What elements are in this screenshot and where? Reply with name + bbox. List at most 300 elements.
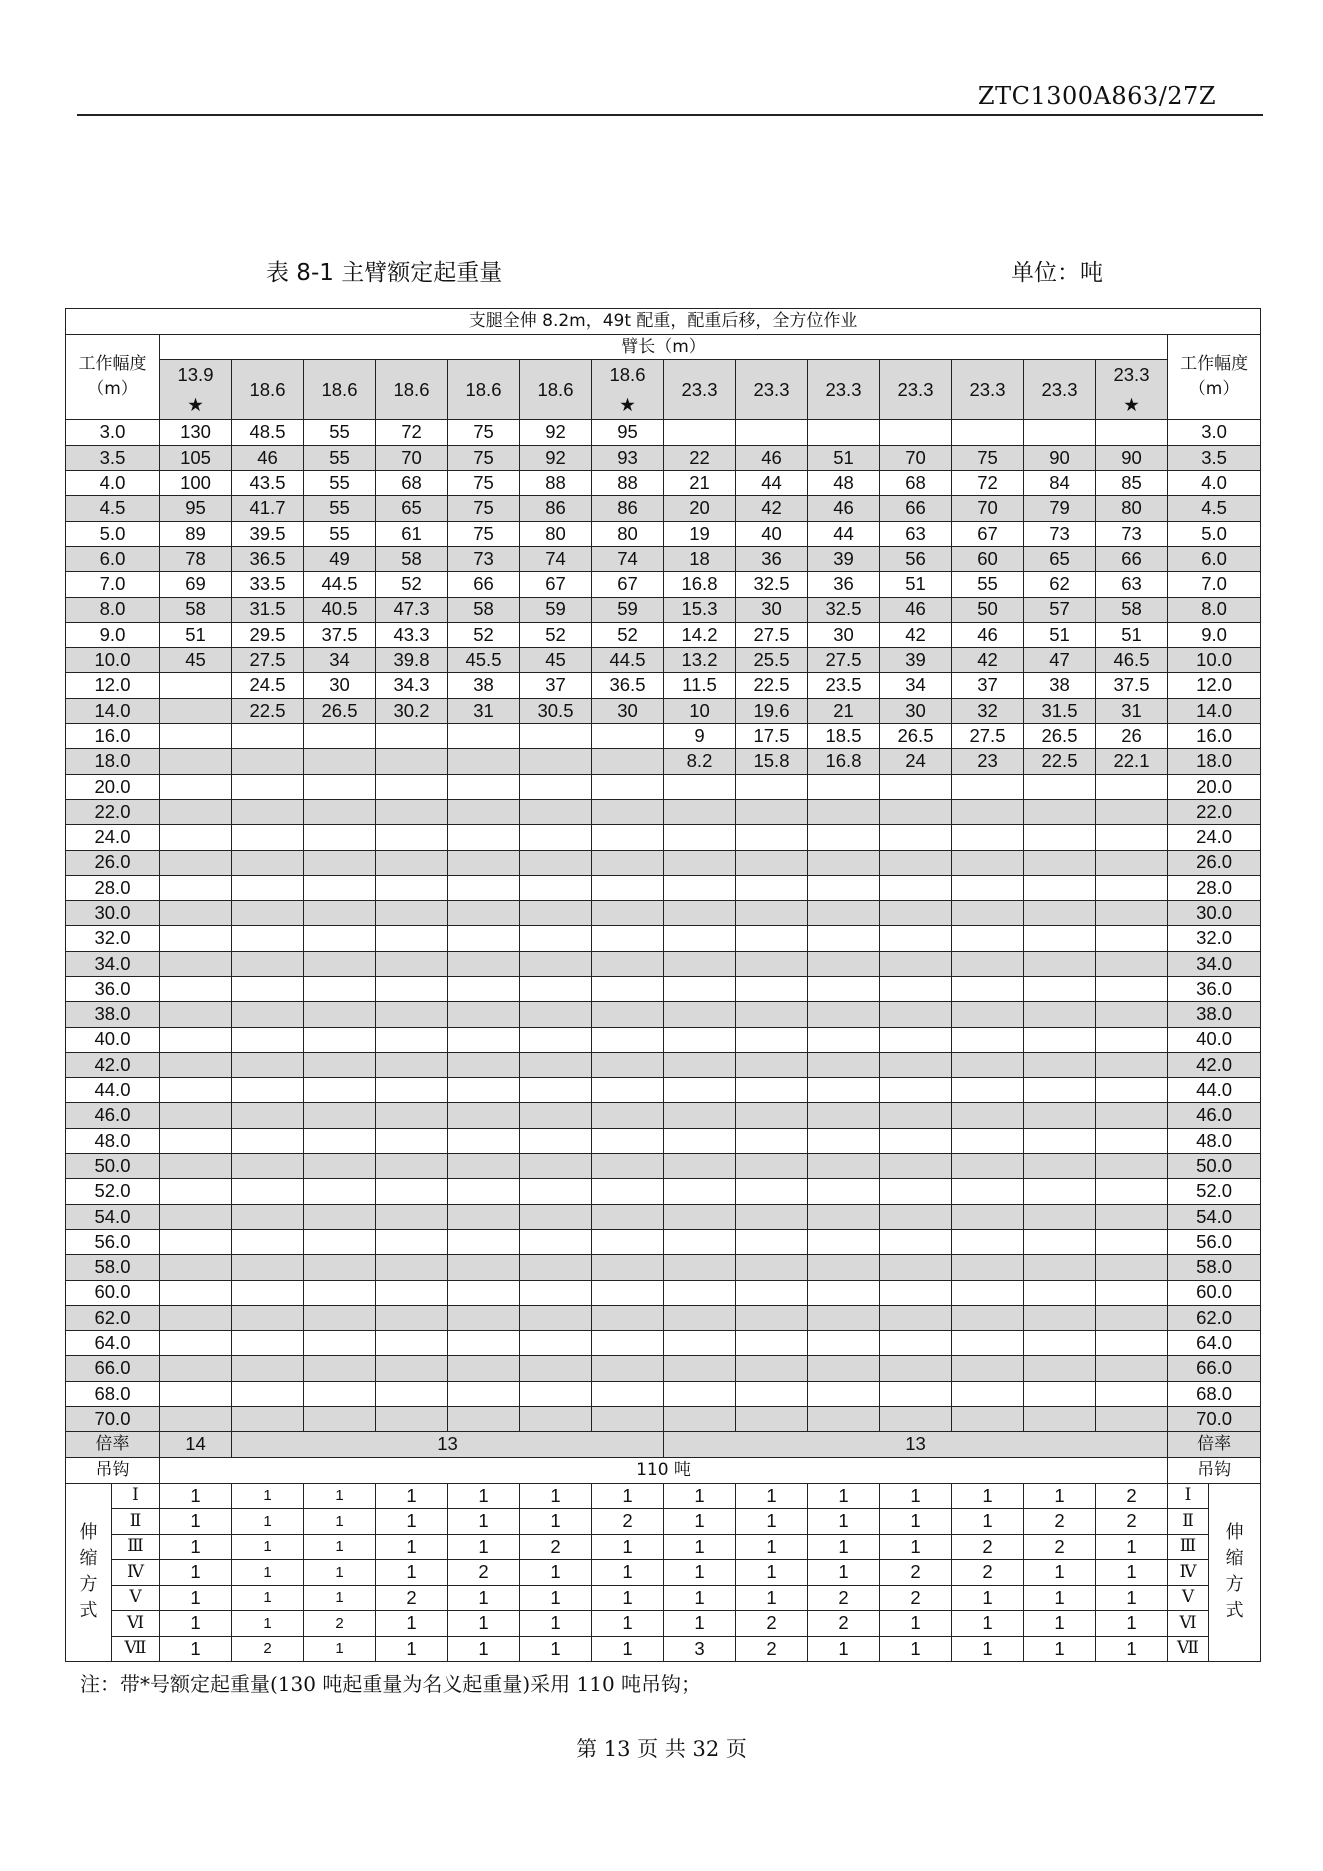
reeving-value: 13: [664, 1432, 1168, 1458]
capacity-cell: [232, 1179, 304, 1204]
radius-cell: 4.0: [66, 471, 160, 496]
capacity-cell: [160, 1229, 232, 1254]
capacity-cell: [448, 875, 520, 900]
capacity-cell: [232, 749, 304, 774]
telescoping-cell: 1: [664, 1509, 736, 1535]
telescoping-cell: 1: [1096, 1611, 1168, 1637]
capacity-cell: [1096, 1179, 1168, 1204]
capacity-cell: [1024, 1179, 1096, 1204]
capacity-cell: [808, 1052, 880, 1077]
capacity-cell: 74: [592, 546, 664, 571]
capacity-cell: [952, 1154, 1024, 1179]
radius-cell-right: 68.0: [1168, 1381, 1261, 1406]
capacity-cell: [304, 724, 376, 749]
capacity-cell: 58: [376, 546, 448, 571]
telescoping-cell: 2: [1096, 1483, 1168, 1509]
telescoping-cell: 2: [808, 1585, 880, 1611]
capacity-cell: [736, 875, 808, 900]
capacity-cell: 26: [1096, 724, 1168, 749]
telescoping-cell: 1: [160, 1509, 232, 1535]
radius-cell-right: 26.0: [1168, 850, 1261, 875]
capacity-cell: [376, 1103, 448, 1128]
telescoping-cell: 1: [1024, 1585, 1096, 1611]
capacity-cell: [304, 1255, 376, 1280]
radius-cell: 62.0: [66, 1305, 160, 1330]
capacity-cell: 26.5: [304, 698, 376, 723]
capacity-cell: [880, 901, 952, 926]
reeving-row: [66, 1432, 1261, 1458]
capacity-cell: [592, 724, 664, 749]
load-row: [66, 597, 1261, 622]
telescoping-cell: 1: [304, 1636, 376, 1662]
capacity-cell: [808, 1381, 880, 1406]
telescoping-cell: 2: [1096, 1509, 1168, 1535]
capacity-cell: [160, 1280, 232, 1305]
capacity-cell: [736, 1229, 808, 1254]
hook-row: [66, 1457, 1261, 1483]
capacity-cell: 105: [160, 445, 232, 470]
capacity-cell: [304, 951, 376, 976]
capacity-cell: [736, 1154, 808, 1179]
capacity-cell: [952, 1027, 1024, 1052]
capacity-cell: [304, 1154, 376, 1179]
capacity-cell: 30: [304, 673, 376, 698]
capacity-cell: [448, 1204, 520, 1229]
capacity-cell: 11.5: [664, 673, 736, 698]
capacity-cell: [736, 1052, 808, 1077]
telescoping-cell: 1: [520, 1509, 592, 1535]
capacity-cell: [736, 1280, 808, 1305]
capacity-cell: 34: [304, 648, 376, 673]
capacity-cell: 58: [1096, 597, 1168, 622]
capacity-cell: 46: [952, 622, 1024, 647]
capacity-cell: [664, 1356, 736, 1381]
capacity-cell: [304, 1078, 376, 1103]
capacity-cell: [808, 1179, 880, 1204]
radius-cell: 38.0: [66, 1002, 160, 1027]
footnote: 注：带*号额定起重量(130 吨起重量为名义起重量)采用 110 吨吊钩；: [80, 1672, 702, 1696]
capacity-cell: [448, 1356, 520, 1381]
telescoping-cell: 1: [880, 1483, 952, 1509]
capacity-cell: [952, 926, 1024, 951]
capacity-cell: [736, 420, 808, 445]
telescoping-row: [66, 1509, 1261, 1535]
telescoping-cell: 1: [1096, 1636, 1168, 1662]
capacity-cell: [304, 1052, 376, 1077]
capacity-cell: [1096, 420, 1168, 445]
capacity-cell: [952, 1305, 1024, 1330]
boom-length-cell: [736, 360, 808, 420]
capacity-cell: [160, 850, 232, 875]
capacity-cell: [232, 799, 304, 824]
capacity-cell: [880, 1027, 952, 1052]
capacity-cell: 51: [1024, 622, 1096, 647]
capacity-cell: [520, 1407, 592, 1432]
telescoping-cell: 2: [232, 1636, 304, 1662]
radius-cell-right: 32.0: [1168, 926, 1261, 951]
capacity-cell: [160, 977, 232, 1002]
capacity-cell: 45.5: [448, 648, 520, 673]
capacity-cell: [1096, 951, 1168, 976]
load-row: [66, 1255, 1261, 1280]
radius-cell-right: 48.0: [1168, 1128, 1261, 1153]
capacity-cell: [160, 1128, 232, 1153]
section-label-right: Ⅰ: [1168, 1483, 1209, 1509]
capacity-cell: [736, 1027, 808, 1052]
capacity-cell: 42: [880, 622, 952, 647]
capacity-cell: [1096, 1052, 1168, 1077]
radius-cell-right: 20.0: [1168, 774, 1261, 799]
capacity-cell: [448, 850, 520, 875]
telescoping-cell: 1: [304, 1585, 376, 1611]
capacity-cell: [736, 1305, 808, 1330]
capacity-cell: 65: [1024, 546, 1096, 571]
capacity-cell: [664, 774, 736, 799]
telescoping-cell: 1: [952, 1611, 1024, 1637]
capacity-cell: 37.5: [1096, 673, 1168, 698]
capacity-cell: 51: [1096, 622, 1168, 647]
capacity-cell: [232, 875, 304, 900]
radius-cell: 70.0: [66, 1407, 160, 1432]
capacity-cell: 22.5: [736, 673, 808, 698]
capacity-cell: [880, 1002, 952, 1027]
capacity-cell: [664, 875, 736, 900]
radius-cell: 10.0: [66, 648, 160, 673]
capacity-cell: 39.5: [232, 521, 304, 546]
telescoping-cell: 2: [376, 1585, 448, 1611]
radius-cell-right: 52.0: [1168, 1179, 1261, 1204]
capacity-cell: 36.5: [592, 673, 664, 698]
capacity-cell: [304, 1027, 376, 1052]
radius-cell-right: 3.0: [1168, 420, 1261, 445]
capacity-cell: [736, 774, 808, 799]
capacity-cell: [592, 1229, 664, 1254]
capacity-cell: [160, 1255, 232, 1280]
condition-row: [66, 309, 1261, 335]
capacity-cell: 40: [736, 521, 808, 546]
capacity-cell: 88: [592, 471, 664, 496]
telescoping-cell: 1: [304, 1560, 376, 1586]
capacity-cell: [232, 1103, 304, 1128]
capacity-cell: [520, 977, 592, 1002]
capacity-cell: 73: [448, 546, 520, 571]
star-icon: ★: [187, 393, 204, 415]
capacity-cell: 68: [880, 471, 952, 496]
capacity-cell: 43.5: [232, 471, 304, 496]
telescoping-cell: 1: [1024, 1636, 1096, 1662]
radius-cell-right: 54.0: [1168, 1204, 1261, 1229]
boom-length-cell: [160, 360, 232, 420]
capacity-cell: 34.3: [376, 673, 448, 698]
telescoping-cell: 1: [664, 1560, 736, 1586]
telescoping-cell: 1: [808, 1636, 880, 1662]
capacity-cell: 95: [592, 420, 664, 445]
radius-cell: 20.0: [66, 774, 160, 799]
capacity-cell: [520, 1154, 592, 1179]
radius-cell: 50.0: [66, 1154, 160, 1179]
telescoping-cell: 1: [736, 1534, 808, 1560]
capacity-cell: [952, 901, 1024, 926]
capacity-cell: 37: [520, 673, 592, 698]
capacity-cell: 51: [880, 572, 952, 597]
telescoping-cell: 1: [520, 1611, 592, 1637]
capacity-cell: [952, 1052, 1024, 1077]
radius-cell-right: 14.0: [1168, 698, 1261, 723]
boom-length-cell: [808, 360, 880, 420]
capacity-cell: [808, 1356, 880, 1381]
capacity-cell: [1024, 1027, 1096, 1052]
capacity-cell: 34: [880, 673, 952, 698]
load-row: [66, 926, 1261, 951]
capacity-cell: [448, 901, 520, 926]
capacity-cell: [304, 1103, 376, 1128]
capacity-cell: 18.5: [808, 724, 880, 749]
capacity-cell: [808, 1229, 880, 1254]
capacity-cell: [160, 926, 232, 951]
capacity-cell: [232, 1407, 304, 1432]
telescoping-cell: 1: [376, 1560, 448, 1586]
capacity-cell: 56: [880, 546, 952, 571]
telescoping-cell: 1: [160, 1636, 232, 1662]
boom-length-cell: [664, 360, 736, 420]
capacity-cell: 73: [1024, 521, 1096, 546]
capacity-cell: 75: [448, 521, 520, 546]
boom-length-value: 23.3: [1041, 379, 1078, 401]
boom-length-value: 23.3: [1113, 364, 1150, 386]
capacity-cell: [304, 1204, 376, 1229]
load-row: [66, 1027, 1261, 1052]
load-row: [66, 774, 1261, 799]
capacity-cell: 63: [880, 521, 952, 546]
capacity-cell: [952, 951, 1024, 976]
capacity-cell: 73: [1096, 521, 1168, 546]
reeving-label-right: 倍率: [1168, 1432, 1261, 1458]
capacity-cell: [448, 1128, 520, 1153]
capacity-cell: [736, 1204, 808, 1229]
capacity-cell: [376, 1280, 448, 1305]
capacity-cell: [1024, 1381, 1096, 1406]
capacity-cell: 90: [1096, 445, 1168, 470]
capacity-cell: [160, 901, 232, 926]
capacity-cell: [664, 1179, 736, 1204]
capacity-cell: [520, 1331, 592, 1356]
telescoping-cell: 2: [520, 1534, 592, 1560]
telescoping-cell: 1: [520, 1483, 592, 1509]
telescoping-cell: 1: [808, 1560, 880, 1586]
capacity-cell: 39: [880, 648, 952, 673]
capacity-cell: [376, 850, 448, 875]
capacity-cell: [376, 799, 448, 824]
capacity-cell: [1096, 774, 1168, 799]
capacity-cell: [664, 1128, 736, 1153]
capacity-cell: 59: [592, 597, 664, 622]
capacity-cell: [376, 1027, 448, 1052]
capacity-cell: [160, 1331, 232, 1356]
capacity-cell: 23: [952, 749, 1024, 774]
boom-length-value: 18.6: [393, 379, 430, 401]
boom-length-value: 23.3: [681, 379, 718, 401]
capacity-cell: [232, 1052, 304, 1077]
unit-label: 单位：吨: [1011, 260, 1103, 286]
radius-cell-right: 56.0: [1168, 1229, 1261, 1254]
capacity-cell: [304, 977, 376, 1002]
capacity-cell: [952, 1356, 1024, 1381]
capacity-cell: [664, 850, 736, 875]
capacity-cell: [304, 774, 376, 799]
telescoping-label-right: 伸 缩 方 式: [1209, 1483, 1261, 1662]
capacity-cell: [448, 1229, 520, 1254]
capacity-cell: [520, 1280, 592, 1305]
section-label: Ⅱ: [112, 1509, 160, 1535]
radius-cell: 18.0: [66, 749, 160, 774]
radius-cell-right: 46.0: [1168, 1103, 1261, 1128]
capacity-cell: [304, 825, 376, 850]
capacity-cell: [232, 901, 304, 926]
capacity-cell: [1096, 799, 1168, 824]
section-label-right: Ⅱ: [1168, 1509, 1209, 1535]
capacity-cell: 9: [664, 724, 736, 749]
capacity-cell: 58: [448, 597, 520, 622]
capacity-cell: [952, 420, 1024, 445]
capacity-cell: 8.2: [664, 749, 736, 774]
telescoping-cell: 1: [880, 1509, 952, 1535]
telescoping-row: [66, 1483, 1261, 1509]
capacity-cell: 25.5: [736, 648, 808, 673]
capacity-cell: [376, 1407, 448, 1432]
capacity-cell: 75: [448, 471, 520, 496]
capacity-cell: [664, 926, 736, 951]
telescoping-cell: 1: [592, 1483, 664, 1509]
capacity-cell: [880, 1280, 952, 1305]
capacity-cell: 46: [880, 597, 952, 622]
capacity-cell: [952, 1078, 1024, 1103]
capacity-cell: [376, 1356, 448, 1381]
capacity-cell: 15.8: [736, 749, 808, 774]
telescoping-cell: 1: [448, 1611, 520, 1637]
capacity-cell: [592, 875, 664, 900]
capacity-cell: [520, 825, 592, 850]
capacity-cell: 75: [952, 445, 1024, 470]
capacity-cell: [304, 1331, 376, 1356]
capacity-cell: [664, 420, 736, 445]
capacity-cell: [1096, 1305, 1168, 1330]
capacity-cell: [232, 1128, 304, 1153]
capacity-cell: [232, 1002, 304, 1027]
radius-cell-right: 58.0: [1168, 1255, 1261, 1280]
capacity-cell: 30: [808, 622, 880, 647]
capacity-cell: 50: [952, 597, 1024, 622]
capacity-cell: 72: [376, 420, 448, 445]
load-row: [66, 1331, 1261, 1356]
capacity-cell: [952, 875, 1024, 900]
boom-length-header-row: [66, 334, 1261, 360]
capacity-cell: 52: [376, 572, 448, 597]
reeving-label: 倍率: [66, 1432, 160, 1458]
capacity-cell: 42: [736, 496, 808, 521]
capacity-cell: [736, 1179, 808, 1204]
telescoping-cell: 1: [736, 1560, 808, 1586]
radius-cell-right: 70.0: [1168, 1407, 1261, 1432]
radius-cell-right: 36.0: [1168, 977, 1261, 1002]
telescoping-cell: 2: [1024, 1534, 1096, 1560]
radius-cell-right: 3.5: [1168, 445, 1261, 470]
capacity-cell: [160, 1002, 232, 1027]
radius-cell: 6.0: [66, 546, 160, 571]
radius-cell-right: 5.0: [1168, 521, 1261, 546]
telescoping-cell: 2: [880, 1560, 952, 1586]
telescoping-cell: 1: [1024, 1483, 1096, 1509]
capacity-cell: [232, 1255, 304, 1280]
capacity-cell: [952, 1381, 1024, 1406]
radius-cell-right: 4.5: [1168, 496, 1261, 521]
capacity-cell: [1096, 825, 1168, 850]
telescoping-cell: 1: [952, 1483, 1024, 1509]
radius-cell: 42.0: [66, 1052, 160, 1077]
capacity-cell: [592, 749, 664, 774]
telescoping-cell: 1: [160, 1611, 232, 1637]
capacity-cell: [520, 1002, 592, 1027]
capacity-cell: [376, 1381, 448, 1406]
capacity-cell: 30: [736, 597, 808, 622]
load-row: [66, 1356, 1261, 1381]
capacity-cell: [1096, 977, 1168, 1002]
radius-cell-right: 12.0: [1168, 673, 1261, 698]
telescoping-cell: 1: [160, 1483, 232, 1509]
capacity-cell: [1096, 1407, 1168, 1432]
capacity-cell: [376, 926, 448, 951]
capacity-cell: 100: [160, 471, 232, 496]
capacity-cell: 66: [880, 496, 952, 521]
capacity-cell: [232, 1027, 304, 1052]
capacity-cell: [808, 1407, 880, 1432]
radius-cell: 3.5: [66, 445, 160, 470]
load-row: [66, 1078, 1261, 1103]
capacity-cell: [160, 1407, 232, 1432]
telescoping-cell: 2: [736, 1636, 808, 1662]
capacity-cell: [1096, 1154, 1168, 1179]
radius-cell: 54.0: [66, 1204, 160, 1229]
capacity-cell: [808, 1331, 880, 1356]
capacity-cell: 84: [1024, 471, 1096, 496]
boom-length-cell: [304, 360, 376, 420]
capacity-cell: [664, 1407, 736, 1432]
load-row: [66, 799, 1261, 824]
capacity-cell: 44.5: [592, 648, 664, 673]
radius-cell-right: 64.0: [1168, 1331, 1261, 1356]
capacity-cell: 55: [304, 521, 376, 546]
radius-cell: 36.0: [66, 977, 160, 1002]
load-row: [66, 445, 1261, 470]
radius-cell-right: 30.0: [1168, 901, 1261, 926]
capacity-cell: 21: [808, 698, 880, 723]
radius-cell-right: 18.0: [1168, 749, 1261, 774]
capacity-cell: 38: [1024, 673, 1096, 698]
telescoping-cell: 2: [592, 1509, 664, 1535]
page-number: 第 13 页 共 32 页: [576, 1737, 747, 1761]
capacity-cell: [1096, 926, 1168, 951]
capacity-cell: [808, 875, 880, 900]
capacity-cell: [664, 977, 736, 1002]
capacity-cell: [376, 1002, 448, 1027]
capacity-cell: 57: [1024, 597, 1096, 622]
capacity-cell: [952, 1179, 1024, 1204]
capacity-cell: [952, 799, 1024, 824]
capacity-cell: [448, 1154, 520, 1179]
radius-cell-right: 40.0: [1168, 1027, 1261, 1052]
capacity-cell: 30.5: [520, 698, 592, 723]
capacity-cell: [376, 749, 448, 774]
capacity-cell: 51: [160, 622, 232, 647]
